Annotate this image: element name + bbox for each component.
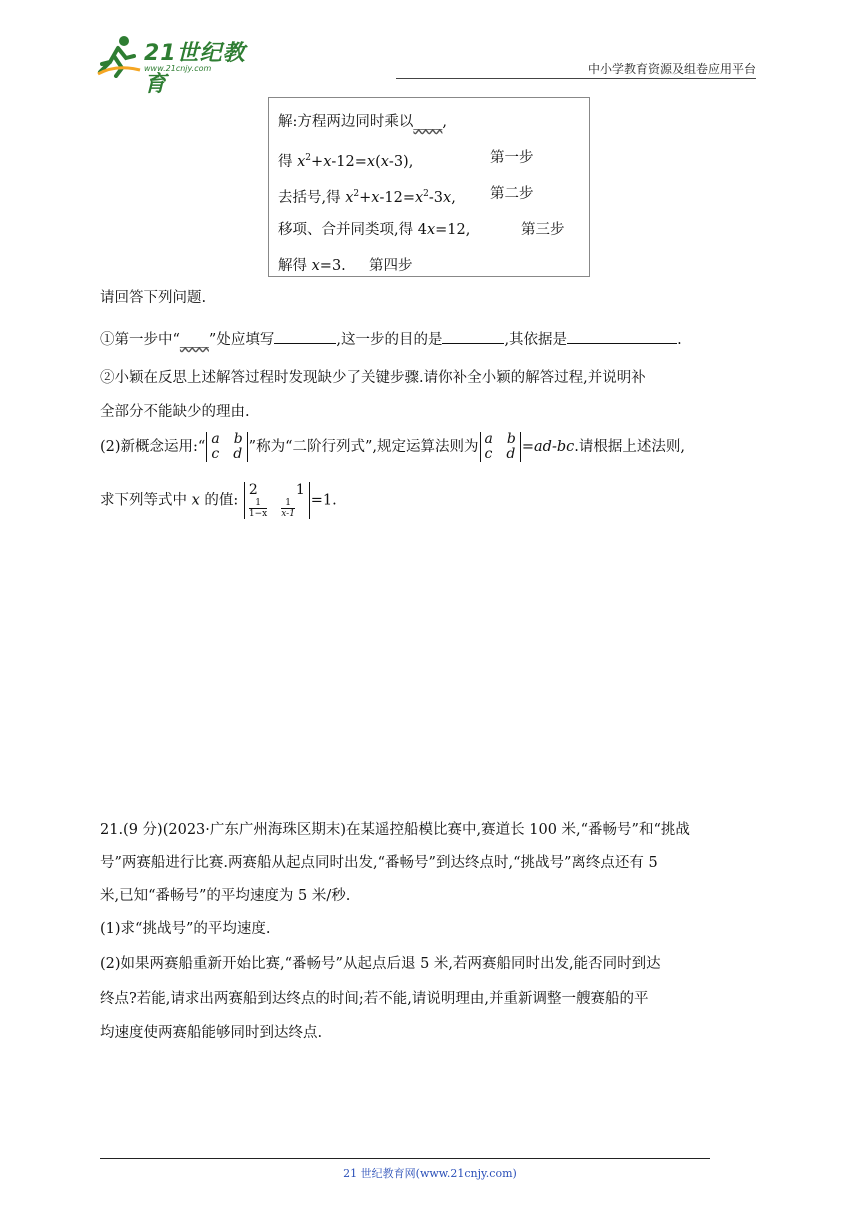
part-2-line-1: (2)新概念运用:“ a b c d ”称为“二阶行列式”,规定运算法则为 a b c d =ad-bc.请根据上述法则,	[100, 431, 685, 462]
fraction-1: $\frac{1}{1-x}$	[248, 498, 268, 519]
answer-blank-1[interactable]	[274, 329, 336, 344]
determinant-equation: 2 1 $\frac{1}{1-x}$ $\frac{1}{x-1}$	[244, 482, 310, 519]
footer-link[interactable]: 21 世纪教育网(www.21cnjy.com)	[343, 1167, 517, 1180]
footer-divider	[100, 1158, 710, 1159]
solution-line-3: 去括号,得 $x^2+x-12=x^2-3x$, 第二步	[278, 178, 580, 214]
question-21-line-1: 21.(9 分)(2023·广东广州海珠区期末)在某遥控船模比赛中,赛道长 100 米,“番畅号”和“挑战	[100, 822, 690, 838]
question-intro: 请回答下列问题.	[100, 290, 207, 306]
question-21-line-2: 号”两赛船进行比赛.两赛船从起点同时出发,“番畅号”到达终点时,“挑战号”离终点还有 5	[100, 855, 658, 871]
step-label-3: 第三步	[521, 222, 565, 238]
question-21-sub-1: (1)求“挑战号”的平均速度.	[100, 921, 271, 937]
platform-title: 中小学教育资源及组卷应用平台	[587, 62, 756, 76]
answer-blank-2[interactable]	[442, 329, 504, 344]
question-21-line-3: 米,已知“番畅号”的平均速度为 5 米/秒.	[100, 888, 351, 904]
determinant-abcd-2: a b c d	[480, 432, 521, 462]
part-2-line-2: 求下列等式中 x 的值: 2 1 $\frac{1}{1-x}$ $\frac{1}{x-1}$ =1.	[100, 482, 337, 519]
header-divider	[396, 78, 756, 79]
step-label-1: 第一步	[490, 150, 534, 166]
answer-blank-3[interactable]	[567, 329, 677, 344]
solution-line-2: 得 $x^2+x-12=x(x-3)$, 第一步	[278, 142, 580, 178]
solution-line-5: 解得 x=3. 第四步	[278, 250, 580, 286]
logo-text: 21世纪教育	[144, 41, 246, 97]
question-1: ①第一步中“____”处应填写 ,这一步的目的是 ,其依据是 .	[100, 328, 682, 349]
site-logo[interactable]	[96, 34, 266, 97]
logo-url: www.21cnjy.com	[144, 64, 212, 73]
step-label-2: 第二步	[490, 186, 534, 202]
fraction-2: $\frac{1}{x-1}$	[281, 498, 295, 519]
wavy-blank: ____	[413, 114, 443, 130]
solution-line-4: 移项、合并同类项,得 4x=12, 第三步	[278, 214, 580, 250]
question-21-sub-2-line-1: (2)如果两赛船重新开始比赛,“番畅号”从起点后退 5 米,若两赛船同时出发,能否同时到达	[100, 956, 661, 972]
question-21-sub-2-line-2: 终点?若能,请求出两赛船到达终点的时间;若不能,请说明理由,并重新调整一艘赛船的平	[100, 991, 649, 1007]
question-21-sub-2-line-3: 均速度使两赛船能够同时到达终点.	[100, 1025, 323, 1041]
runner-icon	[96, 34, 142, 78]
question-2-line-1: ②小颖在反思上述解答过程时发现缺少了关键步骤.请你补全小颖的解答过程,并说明补	[100, 370, 646, 386]
solution-line-1: 解:方程两边同时乘以____,	[278, 114, 447, 130]
page-header	[96, 30, 756, 97]
step-label-4: 第四步	[369, 258, 413, 274]
formula: ad-bc	[534, 439, 575, 455]
wavy-blank: ____	[179, 332, 209, 348]
solution-box	[268, 97, 590, 277]
determinant-abcd: a b c d	[206, 432, 247, 462]
question-2-line-2: 全部分不能缺少的理由.	[100, 404, 250, 420]
